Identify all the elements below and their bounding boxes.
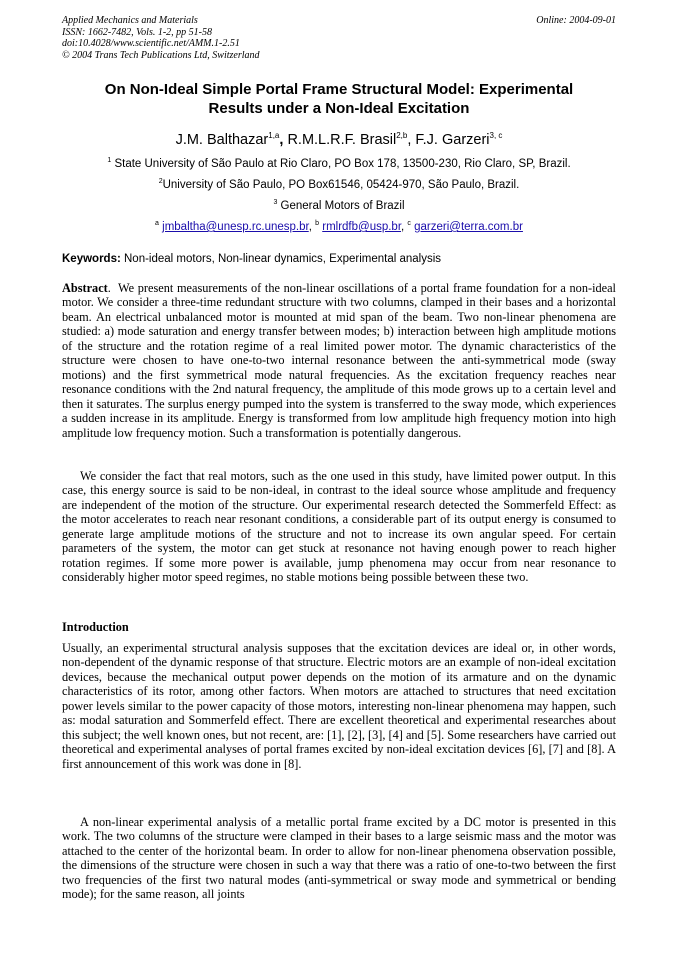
affiliation-3: $^3$ General Motors of Brazil bbox=[273, 199, 405, 212]
affiliation-1: $^1$ State University of São Paulo at Rio Claro, PO Box 178, 13500-230, Rio Claro, SP, Brazil. bbox=[107, 157, 571, 170]
keywords-label: Keywords: bbox=[62, 253, 121, 265]
keywords bbox=[62, 252, 616, 266]
author-3-affil: 3, c bbox=[489, 131, 503, 140]
author-1: J.M. Balthazar bbox=[175, 131, 269, 148]
author-2: R.M.L.R.F. Brasil bbox=[287, 131, 397, 148]
issn-line: ISSN: 1662-7482, Vols. 1-2, pp 51-58 bbox=[62, 26, 212, 38]
author-2-affil: 2,b bbox=[396, 131, 408, 140]
keywords-text: Non-ideal motors, Non-linear dynamics, Experimental analysis bbox=[124, 253, 442, 265]
email-link-c[interactable]: garzeri@terra.com.br bbox=[414, 220, 523, 233]
doi-line: doi:10.4028/www.scientific.net/AMM.1-2.51 bbox=[62, 38, 240, 49]
introduction-paragraph-1: Usually, an experimental structural analysis supposes that the excitation devices are ideal or, in other words, non-dependent of the dynamic response of that structure. Electric motors are an example of non-ideal excitation devices, because the mechanical output power depends on the motion of its armature and on the dynamic characteristics of its rotor, among other factors. When motors are attached to structures that need excitation power levels similar to the power capacity of those motors, interesting non-linear phenomena may happen, such as: modal saturation and Sommerfeld effect. There are excellent theoretical and experimental researches about this subject; the well known ones, but not recent, are: [1], [2], [3], [4] and [5]. Some researchers have carried out theoretical and experimental analyses of portal frames excited by non-ideal excitation devices [6], [7] and [8]. A first announcement of this work was done in [8]. bbox=[62, 641, 616, 771]
paper-title bbox=[62, 80, 616, 118]
email-link-a[interactable]: jmbaltha@unesp.rc.unesp.br bbox=[162, 220, 309, 233]
abstract-paragraph-2: We consider the fact that real motors, such as the one used in this study, have limited power output. In this case, this energy source is said to be non-ideal, in contrast to the ideal source whose amplitude and frequency are independent of the motion of the structure. Our experimental research detected the Sommerfeld Effect: as the motor accelerates to reach near resonant conditions, a considerable part of its output energy is consumed to generate large amplitude motions of the structure and not to increase its own angular speed. For certain parameters of the system, the motor can get stuck at resonance not having enough power to reach higher rotation regimes. If some more power is available, jump phenomena may occur from near resonance to considerably higher motor speed regimes, no stable motions being possible between these two. bbox=[62, 469, 616, 585]
copyright-line: © 2004 Trans Tech Publications Ltd, Switzerland bbox=[62, 49, 260, 61]
title-line-1: On Non-Ideal Simple Portal Frame Structural Model: Experimental bbox=[104, 81, 574, 98]
author-3: F.J. Garzeri bbox=[415, 131, 490, 148]
journal-name: Applied Mechanics and Materials bbox=[62, 15, 198, 26]
journal-header bbox=[62, 15, 616, 61]
affiliation-2: $^2$University of São Paulo, PO Box61546, 05424-970, São Paulo, Brazil. bbox=[158, 178, 520, 191]
email-list: $^a$ jmbaltha@unesp.rc.unesp.br, $^b$ rmlrdfb@usp.br, $^c$ garzeri@terra.com.br bbox=[155, 220, 523, 233]
introduction-paragraph-2: A non-linear experimental analysis of a metallic portal frame excited by a DC motor is presented in this work. The two columns of the structure were clamped in their bases to a large seismic mass and the motor was attached to the center of the horizontal beam. In order to allow for non-linear phenomena observation possible, the dimensions of the structure were chosen in such a way that there was a ratio of one-to-two between the first two frequencies of the first two natural modes (anti-symmetrical or sway mode and symmetrical or bending mode); for the same reason, all joints bbox=[62, 815, 616, 902]
abstract-label: Abstract bbox=[62, 281, 108, 295]
author-list: J.M. Balthazar$^{1,a}$, R.M.L.R.F. Brasil$^{2,b}$, F.J. Garzeri$^{3, c}$ bbox=[175, 131, 503, 148]
abstract-paragraph-1: Abstract. We present measurements of the non-linear oscillations of a portal frame foundation for a non-ideal motor. We consider a three-time redundant structure with two columns, clamped in their bases and a horizontal beam. An electrical unbalanced motor is mounted at mid span of the beam. Two non-linear phenomena are studied: a) mode saturation and energy transfer between modes; b) interaction between high amplitude motions of the structure and the rotation regime of a real limited power motor. The dynamic characteristics of the structure were chosen to have one-to-two internal resonance between the anti-symmetrical mode (sway motions) and the first symmetrical mode natural frequencies. As the excitation frequency reaches near resonance conditions with the 2nd natural frequency, the amplitude of this mode grows up to a certain level and then it saturates. The surplus energy pumped into the system is transferred to the sway mode, which experiences a sudden increase in its amplitude. Energy is transformed from low amplitude high frequency motion into high amplitude low frequency motion. Such a transformation is potentially dangerous. bbox=[62, 281, 616, 440]
online-date: Online: 2004-09-01 bbox=[536, 15, 616, 26]
title-line-2: Results under a Non-Ideal Excitation bbox=[208, 100, 470, 117]
author-1-affil: 1,a bbox=[268, 131, 280, 140]
email-link-b[interactable]: rmlrdfb@usp.br bbox=[322, 220, 402, 233]
introduction-heading: Introduction bbox=[62, 620, 129, 634]
